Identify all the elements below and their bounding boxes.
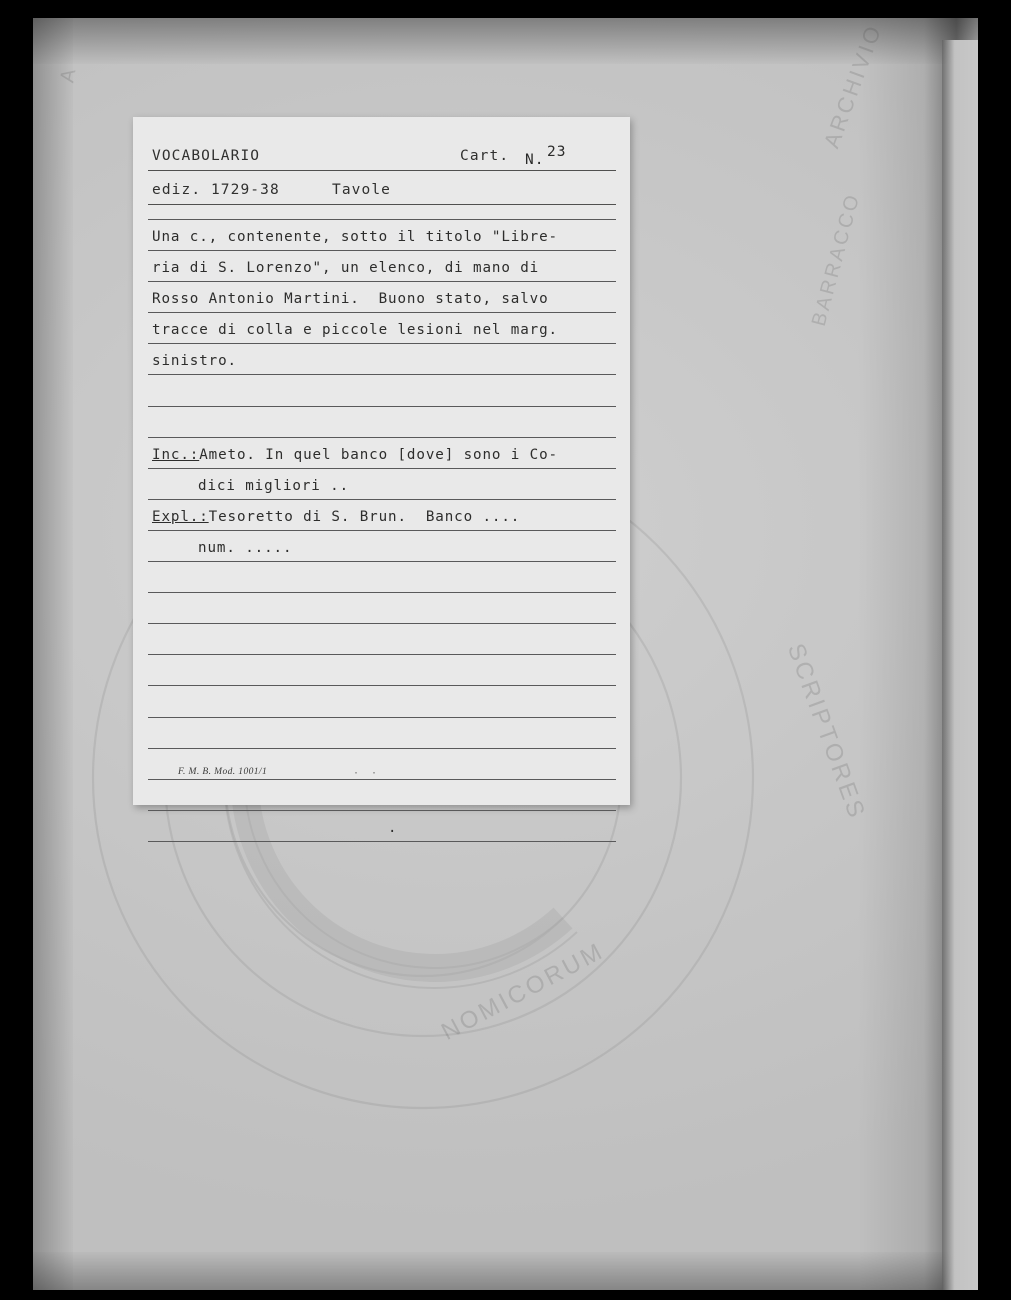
card-line bbox=[148, 780, 616, 811]
card-line bbox=[148, 219, 616, 251]
card-line bbox=[148, 407, 616, 438]
cart-label: Cart. bbox=[460, 148, 510, 164]
ghost-text-bottom-2: SCRIPTORES bbox=[781, 640, 871, 824]
ghost-text-bottom-1: NOMICORUM bbox=[436, 937, 609, 1046]
ghost-text-left-1: A bbox=[56, 64, 81, 85]
explicit-row bbox=[152, 509, 520, 525]
header-rule-2 bbox=[148, 204, 616, 205]
explicit-text: Tesoretto di S. Brun. Banco .... bbox=[208, 508, 521, 525]
index-card bbox=[133, 117, 630, 836]
card-line bbox=[148, 531, 616, 562]
card-line bbox=[148, 593, 616, 624]
ghost-text-right-2: BARRACCO bbox=[807, 190, 865, 329]
card-line bbox=[148, 375, 616, 406]
collection-label: VOCABOLARIO bbox=[152, 148, 261, 164]
body-line-text: Rosso Antonio Martini. Buono stato, salvo bbox=[152, 291, 549, 308]
explicit-label: Expl.: bbox=[152, 508, 209, 525]
card-line bbox=[148, 282, 616, 313]
card-form-code: F. M. B. Mod. 1001/1 bbox=[178, 767, 268, 777]
incipit-text-cont: dici migliori .. bbox=[198, 477, 350, 494]
card-line-explicit bbox=[148, 500, 616, 531]
ghost-text-right-1: ARCHIVIO bbox=[818, 20, 887, 152]
incipit-label: Inc.: bbox=[152, 446, 200, 463]
card-smudge: · · bbox=[353, 768, 381, 779]
body-line-text: tracce di colla e piccole lesioni nel marg. bbox=[152, 322, 558, 339]
card-line bbox=[148, 469, 616, 500]
edition-label: ediz. 1729-38 bbox=[152, 182, 280, 198]
card-number-value: 23 bbox=[547, 144, 567, 160]
card-line bbox=[148, 718, 616, 749]
body-line-text: Una c., contenente, sotto il titolo "Libre- bbox=[152, 229, 558, 246]
card-line bbox=[148, 811, 616, 842]
incipit-row bbox=[152, 447, 558, 463]
card-line bbox=[148, 562, 616, 593]
number-label: N. bbox=[525, 152, 545, 168]
page-left-shadow bbox=[33, 18, 73, 1290]
card-line bbox=[148, 313, 616, 344]
body-line-text: ria di S. Lorenzo", un elenco, di mano di bbox=[152, 260, 540, 277]
page-top-shadow bbox=[33, 18, 978, 64]
body-line-text: sinistro. bbox=[152, 353, 237, 370]
card-line-incipit bbox=[148, 438, 616, 469]
card-line bbox=[148, 655, 616, 686]
explicit-text-cont: num. ..... bbox=[198, 540, 293, 557]
header-gap bbox=[148, 205, 616, 219]
page-bottom-shadow bbox=[33, 1252, 978, 1290]
card-ruled-body bbox=[148, 219, 616, 842]
card-line bbox=[148, 344, 616, 375]
section-label: Tavole bbox=[332, 182, 391, 198]
index-card-content bbox=[148, 137, 616, 836]
incipit-text: Ameto. In quel banco [dove] sono i Co- bbox=[199, 446, 558, 463]
card-header-row-1 bbox=[148, 137, 616, 171]
card-line bbox=[148, 251, 616, 282]
card-line bbox=[148, 686, 616, 717]
scanned-page bbox=[33, 18, 978, 1290]
facing-page-edge bbox=[942, 40, 978, 1290]
card-header-row-2 bbox=[148, 171, 616, 205]
stray-dot-mark: . bbox=[388, 819, 397, 836]
card-line bbox=[148, 624, 616, 655]
